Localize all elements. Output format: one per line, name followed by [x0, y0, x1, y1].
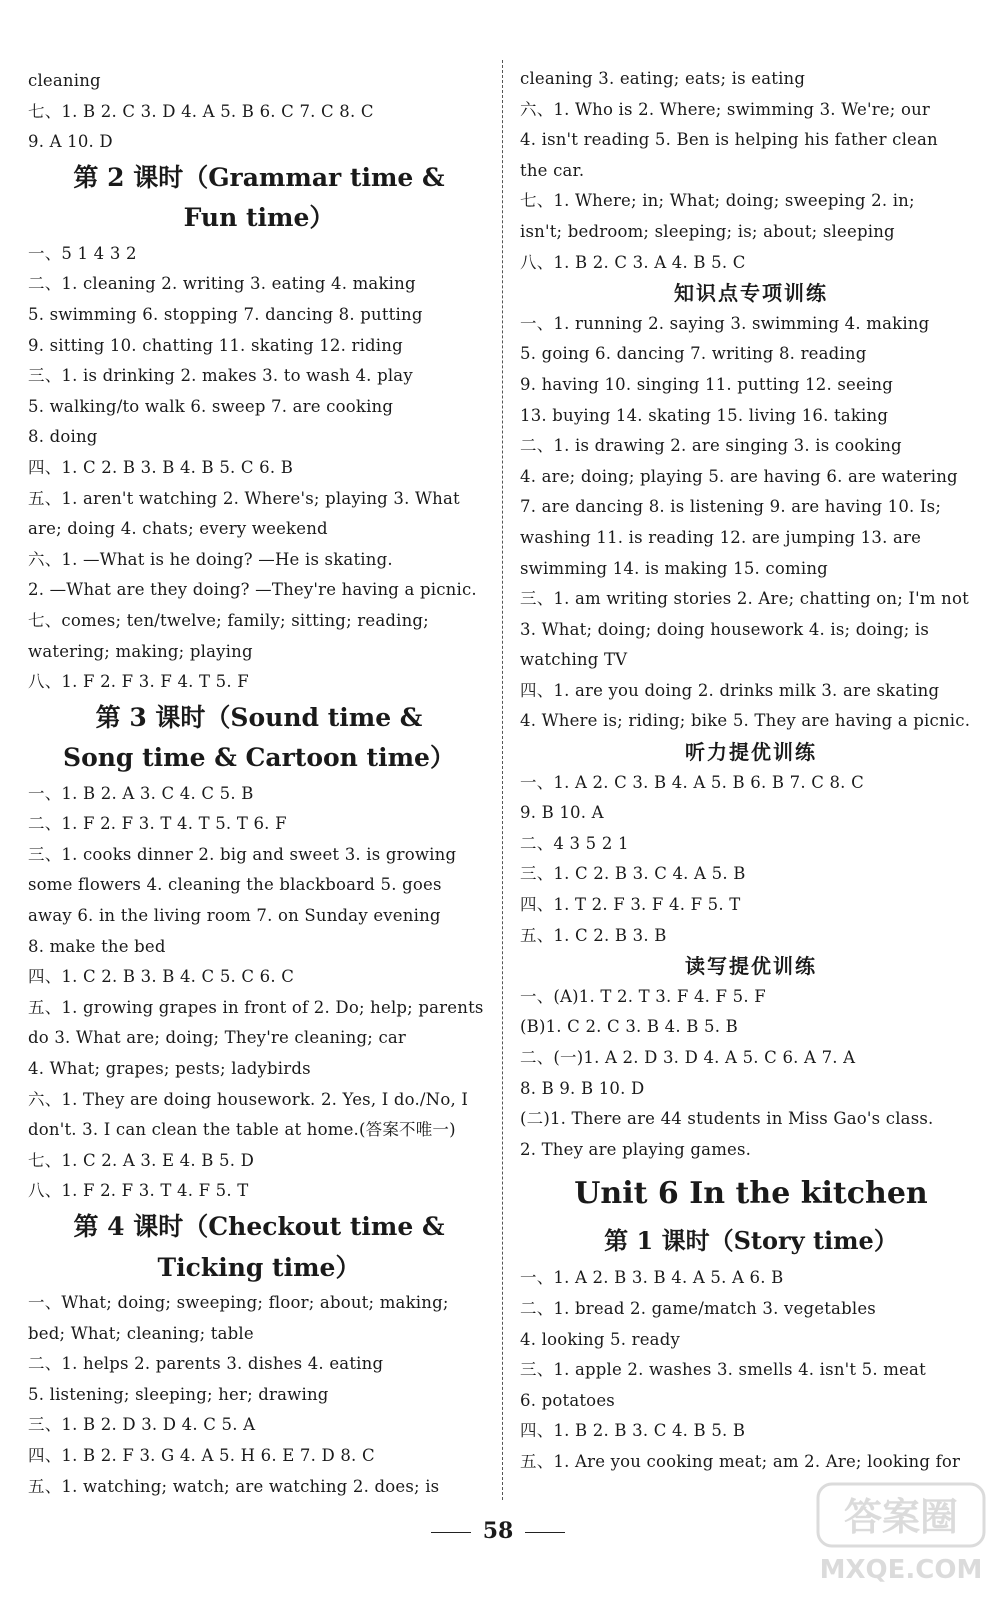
answer-line: 二、1. cleaning 2. writing 3. eating 4. making	[28, 274, 416, 294]
subsection-heading: 听力提优训练	[685, 740, 817, 765]
answer-line: 三、1. apple 2. washes 3. smells 4. isn't 5. meat	[520, 1360, 926, 1380]
answer-line: watching TV	[520, 650, 628, 670]
answer-line: 一、1. A 2. C 3. B 4. A 5. B 6. B 7. C 8. C	[520, 772, 864, 792]
answer-line: 四、1. C 2. B 3. B 4. C 5. C 6. C	[28, 967, 295, 987]
answer-line: 7. are dancing 8. is listening 9. are having 10. Is;	[520, 497, 942, 517]
answer-line: (B)1. C 2. C 3. B 4. B 5. B	[520, 1017, 738, 1037]
answer-line: 8. make the bed	[28, 936, 166, 956]
answer-line: (二)1. There are 44 students in Miss Gao's class.	[520, 1109, 934, 1129]
answer-line: 一、5 1 4 3 2	[28, 243, 137, 263]
answer-line: 二、(一)1. A 2. D 3. D 4. A 5. C 6. A 7. A	[520, 1048, 856, 1067]
answer-line: 三、1. am writing stories 2. Are; chatting on; I'm not	[520, 589, 969, 609]
answer-line: 4. looking 5. ready	[520, 1329, 681, 1349]
answer-line: 5. listening; sleeping; her; drawing	[28, 1384, 329, 1404]
watermark-logo	[816, 1480, 986, 1590]
answer-line: 六、1. Who is 2. Where; swimming 3. We're; our	[520, 99, 931, 119]
svg-text:MXQE.COM: MXQE.COM	[819, 1555, 983, 1585]
answer-line: 五、1. Are you cooking meat; am 2. Are; looking for	[520, 1451, 961, 1471]
answer-line: 七、1. Where; in; What; doing; sweeping 2. in;	[520, 191, 915, 211]
answer-line: 一、What; doing; sweeping; floor; about; making;	[28, 1293, 449, 1312]
answer-line: do 3. What are; doing; They're cleaning; car	[28, 1028, 407, 1048]
answer-line: 一、1. B 2. A 3. C 4. C 5. B	[28, 783, 254, 803]
answer-line: 5. swimming 6. stopping 7. dancing 8. putting	[28, 304, 423, 324]
answer-line: 四、1. C 2. B 3. B 4. B 5. C 6. B	[28, 457, 294, 477]
answer-line: 3. What; doing; doing housework 4. is; doing; is	[520, 619, 930, 639]
answer-line: cleaning 3. eating; eats; is eating	[520, 69, 806, 88]
answer-line: 一、1. running 2. saying 3. swimming 4. making	[520, 313, 930, 333]
answer-line: 五、1. aren't watching 2. Where's; playing 3. What	[28, 488, 460, 508]
page-number-text: 58	[482, 1518, 514, 1544]
column-divider	[502, 60, 503, 1500]
answer-line: the car.	[520, 160, 585, 180]
answer-line: 二、1. F 2. F 3. T 4. T 5. T 6. F	[28, 814, 287, 834]
answer-line: washing 11. is reading 12. are jumping 13. are	[520, 527, 922, 547]
answer-line: 五、1. C 2. B 3. B	[520, 925, 667, 945]
answer-line: 4. isn't reading 5. Ben is helping his father clean	[520, 130, 938, 150]
answer-line: 六、1. —What is he doing? —He is skating.	[28, 549, 393, 569]
answer-line: 2. —What are they doing? —They're having a picnic.	[28, 580, 477, 600]
answer-line: 9. B 10. A	[520, 803, 604, 823]
answer-line: 二、1. bread 2. game/match 3. vegetables	[520, 1298, 876, 1318]
answer-line: 三、1. cooks dinner 2. big and sweet 3. is growing	[28, 844, 457, 864]
answer-line: 一、(A)1. T 2. T 3. F 4. F 5. F	[520, 986, 766, 1006]
answer-line: 9. sitting 10. chatting 11. skating 12. riding	[28, 335, 403, 355]
answer-line: 三、1. C 2. B 3. C 4. A 5. B	[520, 864, 746, 884]
unit-heading: Unit 6 In the kitchen	[574, 1176, 928, 1212]
answer-line: 4. What; grapes; pests; ladybirds	[28, 1059, 311, 1079]
answer-line: 七、comes; ten/twelve; family; sitting; reading;	[28, 610, 429, 630]
answer-line: 一、1. A 2. B 3. B 4. A 5. A 6. B	[520, 1268, 784, 1288]
svg-text:答案圈: 答案圈	[843, 1495, 959, 1539]
answer-line: some flowers 4. cleaning the blackboard 5. goes	[28, 875, 442, 895]
left-column	[28, 66, 490, 1502]
section-heading: 第 1 课时（Story time）	[604, 1226, 898, 1256]
section-heading: 第 2 课时（Grammar time &	[73, 162, 445, 192]
section-heading: Song time & Cartoon time）	[63, 743, 455, 773]
answer-line: 4. Where is; riding; bike 5. They are having a picnic.	[520, 711, 971, 731]
answer-line: 七、1. B 2. C 3. D 4. A 5. B 6. C 7. C 8. C	[28, 101, 374, 121]
answer-line: away 6. in the living room 7. on Sunday evening	[28, 906, 441, 926]
answer-line: 四、1. B 2. F 3. G 4. A 5. H 6. E 7. D 8. C	[28, 1445, 375, 1465]
answer-line: 13. buying 14. skating 15. living 16. taking	[520, 405, 889, 425]
subsection-heading: 知识点专项训练	[674, 281, 828, 306]
answer-line: 二、1. is drawing 2. are singing 3. is cooking	[520, 436, 902, 456]
answer-line: 二、1. helps 2. parents 3. dishes 4. eating	[28, 1354, 384, 1374]
answer-line: cleaning	[28, 71, 101, 90]
answer-line: 八、1. B 2. C 3. A 4. B 5. C	[520, 252, 746, 272]
answer-line: 四、1. T 2. F 3. F 4. F 5. T	[520, 895, 741, 915]
answer-line: 5. going 6. dancing 7. writing 8. reading	[520, 344, 867, 364]
answer-line: 七、1. C 2. A 3. E 4. B 5. D	[28, 1150, 255, 1170]
answer-line: 二、4 3 5 2 1	[520, 833, 629, 853]
answer-line: 4. are; doing; playing 5. are having 6. are watering	[520, 466, 958, 486]
answer-line: watering; making; playing	[28, 641, 253, 661]
answer-line: isn't; bedroom; sleeping; is; about; sleeping	[520, 221, 895, 241]
subsection-heading: 读写提优训练	[685, 954, 817, 979]
section-heading: Fun time）	[183, 203, 335, 233]
answer-line: bed; What; cleaning; table	[28, 1323, 254, 1343]
answer-line: 四、1. B 2. B 3. C 4. B 5. B	[520, 1421, 746, 1441]
answer-line: 5. walking/to walk 6. sweep 7. are cooking	[28, 396, 394, 416]
answer-line: 9. A 10. D	[28, 132, 113, 152]
answer-line: 三、1. B 2. D 3. D 4. C 5. A	[28, 1415, 256, 1435]
section-heading: 第 3 课时（Sound time &	[95, 702, 423, 732]
section-heading: 第 4 课时（Checkout time &	[73, 1212, 445, 1241]
answer-line: 8. doing	[28, 427, 98, 447]
answer-line: 9. having 10. singing 11. putting 12. seeing	[520, 374, 894, 394]
answer-line: 2. They are playing games.	[520, 1139, 752, 1159]
answer-line: 五、1. watching; watch; are watching 2. does; is	[28, 1476, 440, 1496]
answer-line: swimming 14. is making 15. coming	[520, 558, 828, 578]
answer-line: 八、1. F 2. F 3. F 4. T 5. F	[28, 672, 249, 692]
answer-line: don't. 3. I can clean the table at home.(答案不唯一)	[28, 1120, 456, 1140]
answer-line: 六、1. They are doing housework. 2. Yes, I do./No, I	[28, 1089, 469, 1109]
answer-line: 八、1. F 2. F 3. T 4. F 5. T	[28, 1181, 249, 1201]
answer-line: 三、1. is drinking 2. makes 3. to wash 4. play	[28, 366, 413, 386]
section-heading: Ticking time）	[157, 1252, 361, 1282]
answer-line: 6. potatoes	[520, 1390, 615, 1410]
right-column	[520, 64, 982, 1478]
answer-line: 四、1. are you doing 2. drinks milk 3. are skating	[520, 680, 940, 700]
answer-line: are; doing 4. chats; every weekend	[28, 519, 328, 539]
answer-line: 8. B 9. B 10. D	[520, 1078, 645, 1098]
answer-line: 五、1. growing grapes in front of 2. Do; help; parents	[28, 997, 484, 1017]
